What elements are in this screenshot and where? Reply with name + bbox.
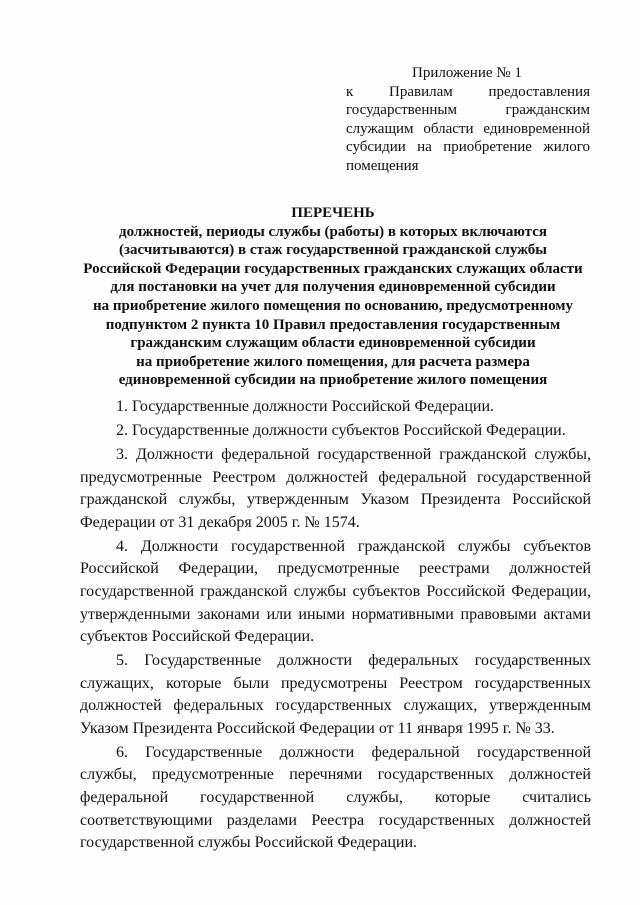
- subtitle-line: Российской Федерации государственных гражданских служащих области: [83, 260, 583, 277]
- subtitle-line: (засчитываются) в стаж государственной гражданской службы: [118, 242, 548, 259]
- subtitle-line: подпунктом 2 пункта 10 Правил предоставления государственным: [105, 316, 561, 333]
- document-title: ПЕРЕЧЕНЬ: [291, 205, 375, 221]
- appendix-header: [346, 64, 590, 175]
- subtitle-line: должностей, периоды службы (работы) в которых включаются: [118, 223, 547, 240]
- list-item: 3. Должности федеральной государственной гражданской службы, предусмотренные Реестром должностей федеральной государственной гражданской службы, утвержденным Указом Президента Российской Федерации от 31 декабря 2005 г. № 1574.: [80, 445, 591, 531]
- list-item: 1. Государственные должности Российской Федерации.: [116, 398, 494, 415]
- subtitle-line: гражданским служащим области единовременной субсидии: [130, 335, 536, 352]
- subtitle-line: на приобретение жилого помещения по основанию, предусмотренному: [92, 297, 574, 314]
- list-item: 6. Государственные должности федеральной государственной службы, предусмотренные перечнями государственных должностей федеральной государственной службы, которые считались соответствующими разделами Реестра государственных должностей государственной службы Российской Федерации.: [80, 743, 591, 852]
- appendix-number: Приложение № 1: [412, 65, 522, 81]
- document-body: [80, 396, 591, 856]
- document-title-block: [76, 204, 590, 390]
- subtitle-line: для постановки на учет для получения единовременной субсидии: [110, 279, 556, 296]
- list-item: 5. Государственные должности федеральных государственных служащих, которые были предусмотрены Реестром государственных должностей федеральных государственных служащих, утвержденным Указом Президента Российской Федерации от 11 января 1995 г. № 33.: [80, 652, 591, 737]
- subtitle-line: на приобретение жилого помещения, для расчета размера: [136, 353, 530, 370]
- list-item: 4. Должности государственной гражданской службы субъектов Российской Федерации, предусмотренные реестрами должностей государственной гражданской службы субъектов Российской Федерации, утвержденными законами или иными нормативными правовыми актами субъектов Российской Федерации.: [80, 537, 591, 646]
- appendix-reference: к Правилам предоставления государственным гражданским служащим области единовременной субсидии на приобретение жилого помещения: [346, 83, 590, 174]
- list-item: 2. Государственные должности субъектов Российской Федерации.: [116, 421, 566, 439]
- subtitle-line: единовременной субсидии на приобретение жилого помещения: [118, 372, 548, 389]
